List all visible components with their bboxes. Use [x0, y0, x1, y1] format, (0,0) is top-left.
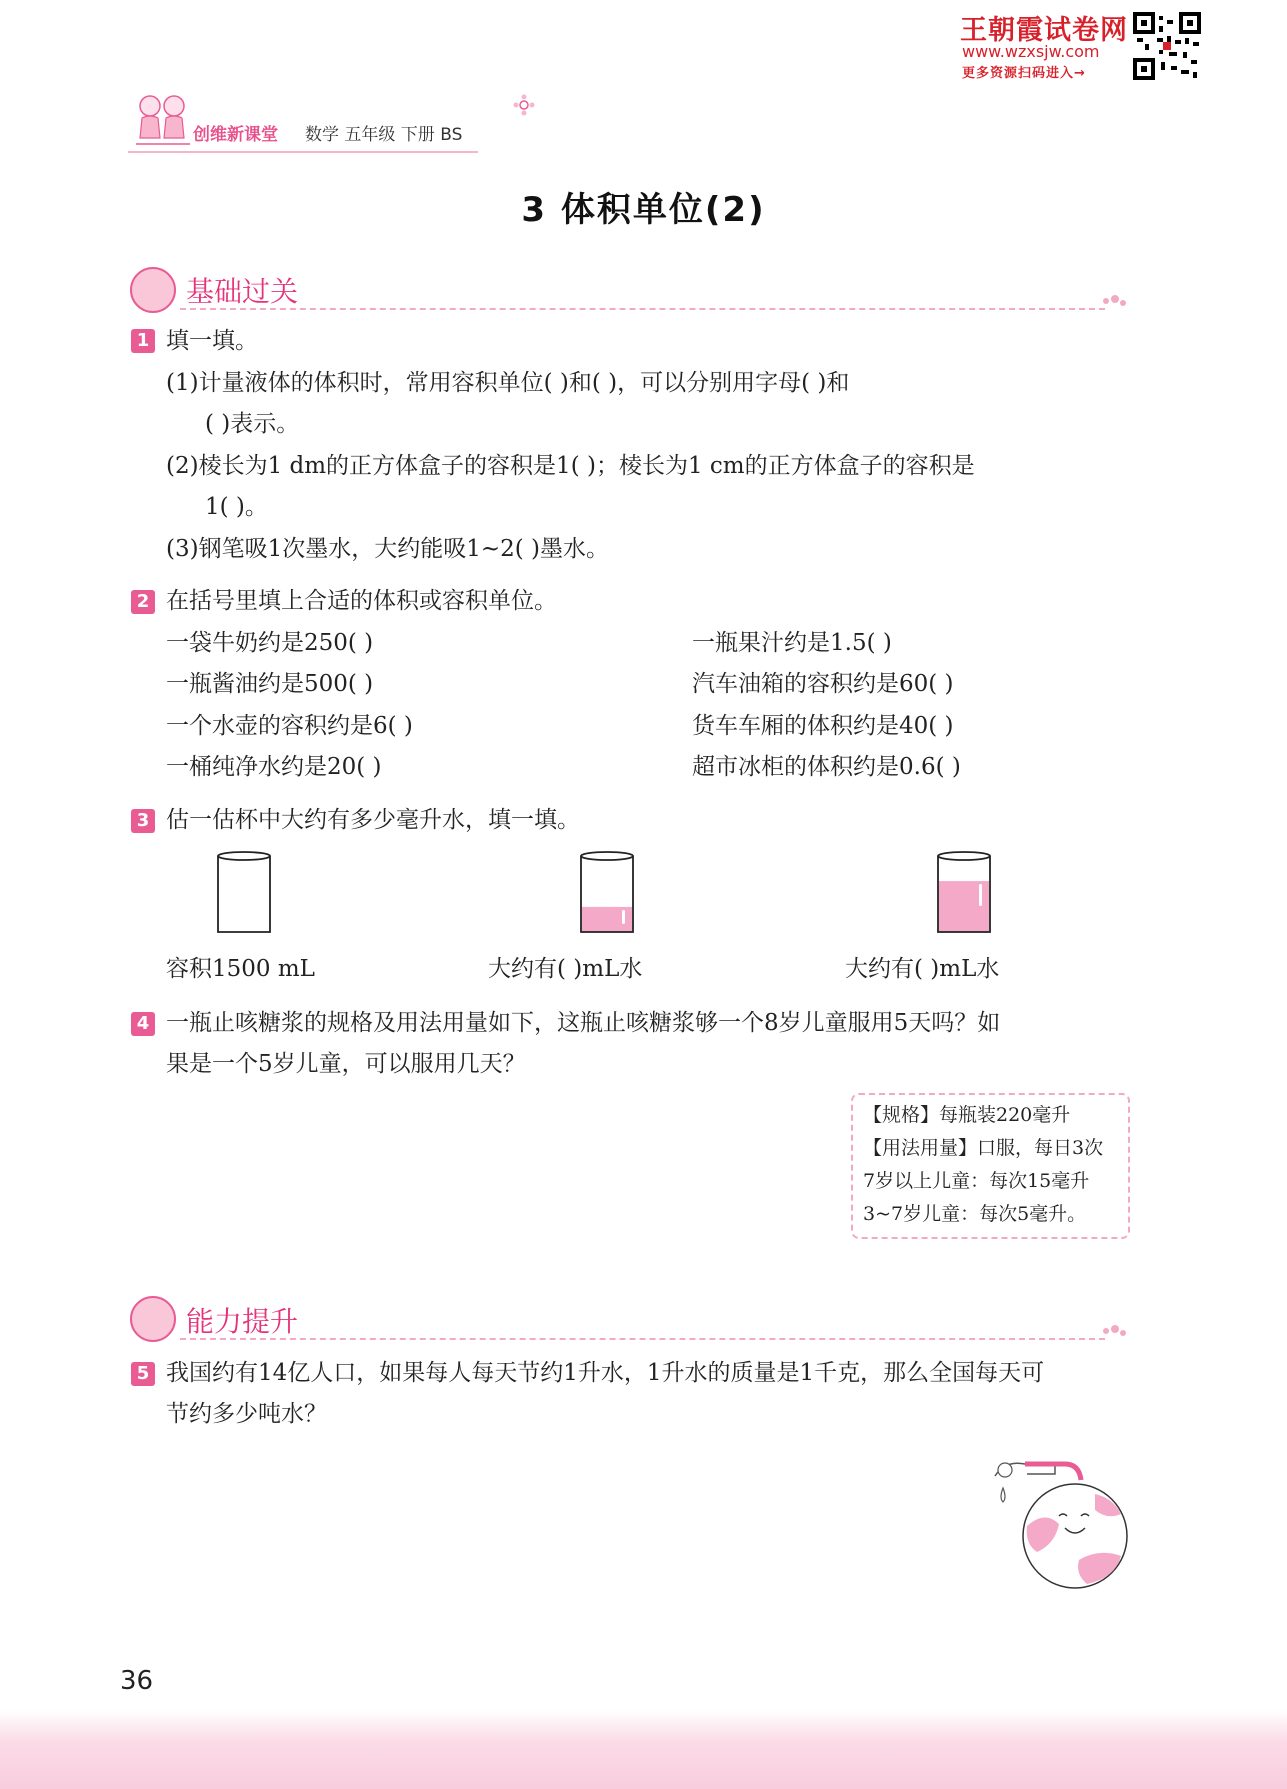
q2-item: 一瓶酱油约是500( ): [166, 671, 374, 697]
q2-item: 货车车厢的体积约是40( ): [692, 713, 954, 739]
q1-line: (3)钢笔吸1次墨水，大约能吸1~2( )墨水。: [166, 536, 610, 562]
q2-item: 超市冰柜的体积约是0.6( ): [692, 754, 961, 780]
question-number: 1: [131, 329, 155, 353]
empty-cup-icon: [215, 850, 273, 936]
dots-decoration-icon: [1100, 294, 1128, 308]
q2-stem: 在括号里填上合适的体积或容积单位。: [166, 588, 557, 614]
q2-item: 汽车油箱的容积约是60( ): [692, 671, 954, 697]
footer-band: [0, 1710, 1287, 1789]
flower-decoration-icon: [513, 94, 535, 116]
cup-caption: 大约有( )mL水: [488, 956, 643, 982]
section-divider: [180, 1338, 1105, 1340]
cup-caption: 大约有( )mL水: [845, 956, 1000, 982]
q5-line: 节约多少吨水？: [166, 1401, 327, 1427]
earth-faucet-illustration-icon: [975, 1440, 1135, 1590]
brand-title: 王朝霞试卷网: [960, 15, 1128, 46]
page-number: 36: [120, 1666, 154, 1696]
qr-code-icon[interactable]: [1133, 12, 1201, 80]
note-line: 3~7岁儿童：每次5毫升。: [863, 1203, 1087, 1225]
cup-one-third-icon: [578, 850, 636, 936]
dots-decoration-icon: [1100, 1324, 1128, 1338]
q1-line: (2)棱长为1 dm的正方体盒子的容积是1( )；棱长为1 cm的正方体盒子的容积是: [166, 453, 975, 479]
q5-line: 我国约有14亿人口，如果每人每天节约1升水，1升水的质量是1千克，那么全国每天可: [166, 1360, 1045, 1386]
q4-line: 果是一个5岁儿童，可以服用几天？: [166, 1051, 526, 1077]
page-title: 3 体积单位(2): [521, 190, 766, 230]
q3-stem: 估一估杯中大约有多少毫升水，填一填。: [166, 807, 580, 833]
note-line: 【规格】每瓶装220毫升: [863, 1104, 1071, 1126]
section-badge-icon: [130, 1296, 176, 1342]
q2-item: 一袋牛奶约是250( ): [166, 630, 374, 656]
question-number: 5: [131, 1362, 155, 1386]
q1-stem: 填一填。: [166, 328, 258, 354]
brand-more: 更多资源扫码进入→: [962, 66, 1086, 81]
section-title-advanced: 能力提升: [186, 1305, 299, 1338]
cup-two-thirds-icon: [935, 850, 993, 936]
header-divider: [128, 151, 478, 153]
q1-line: 1( )。: [205, 494, 268, 520]
q2-item: 一个水壶的容积约是6( ): [166, 713, 413, 739]
q4-line: 一瓶止咳糖浆的规格及用法用量如下，这瓶止咳糖浆够一个8岁儿童服用5天吗？如: [166, 1010, 1001, 1036]
note-line: 7岁以上儿童：每次15毫升: [863, 1170, 1090, 1192]
question-number: 2: [131, 590, 155, 614]
series-name: 创维新课堂: [193, 125, 278, 145]
medicine-label-box: [851, 1093, 1130, 1239]
section-divider: [180, 308, 1105, 310]
section-title-basic: 基础过关: [186, 275, 299, 308]
q1-line: (1)计量液体的体积时，常用容积单位( )和( )，可以分别用字母( )和: [166, 370, 850, 396]
kids-logo-icon: [128, 90, 198, 150]
question-number: 4: [131, 1012, 155, 1036]
brand-url[interactable]: www.wzxsjw.com: [962, 42, 1100, 61]
note-line: 【用法用量】口服，每日3次: [863, 1137, 1104, 1159]
question-number: 3: [131, 809, 155, 833]
q2-item: 一桶纯净水约是20( ): [166, 754, 382, 780]
subject-info: 数学 五年级 下册 BS: [305, 125, 463, 145]
q2-item: 一瓶果汁约是1.5( ): [692, 630, 892, 656]
q1-line: ( )表示。: [205, 411, 300, 437]
cup-caption: 容积1500 mL: [166, 956, 315, 982]
section-badge-icon: [130, 267, 176, 313]
